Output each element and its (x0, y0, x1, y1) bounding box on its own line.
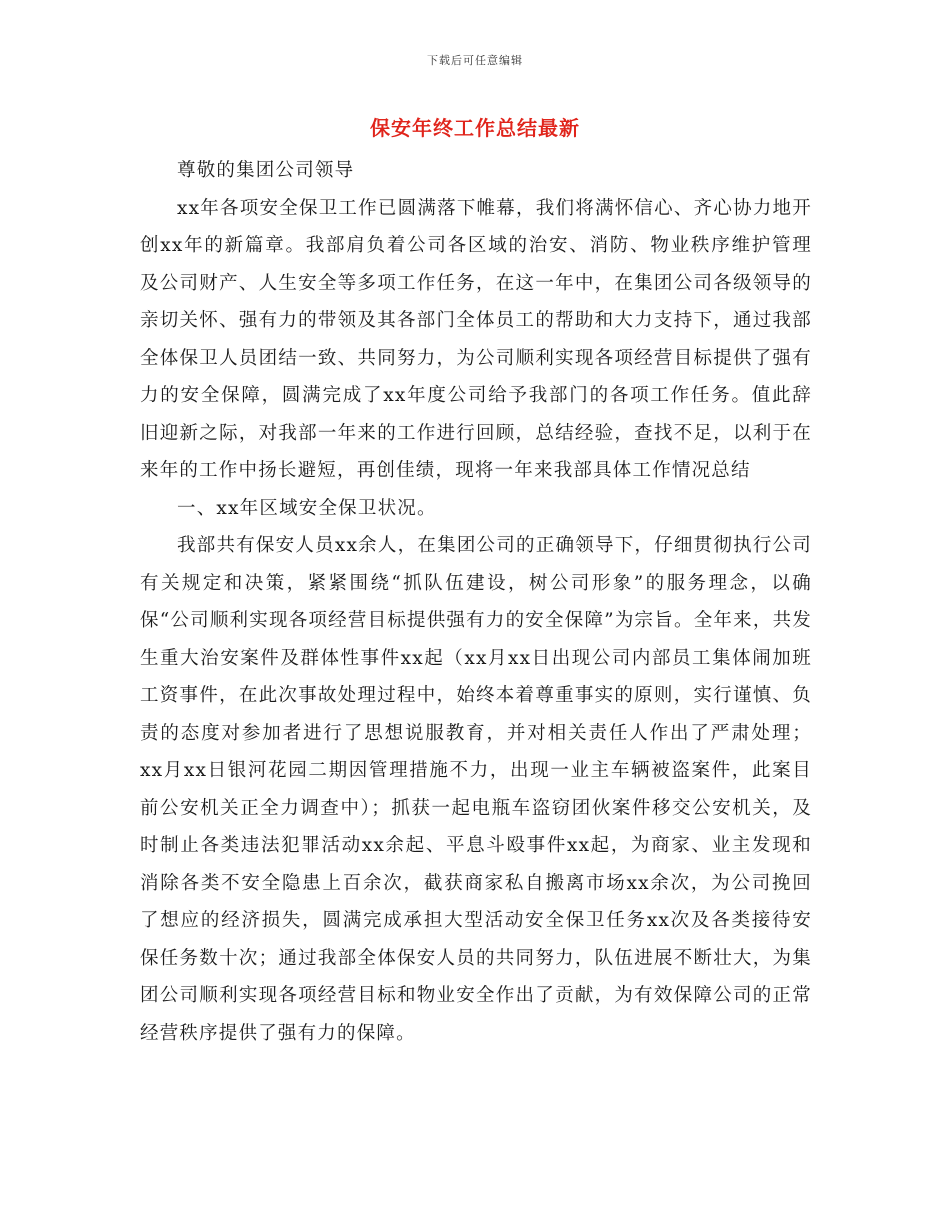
document-body (140, 152, 812, 1052)
section-paragraph: 我部共有保安人员xx余人，在集团公司的正确领导下，仔细贯彻执行公司有关规定和决策，紧紧围绕“抓队伍建设，树公司形象”的服务理念，以确保“公司顺利实现各项经营目标提供强有力的安全保障”为宗旨。全年来，共发生重大治安案件及群体性事件xx起（xx月xx日出现公司内部员工集体闹加班工资事件，在此次事故处理过程中，始终本着尊重事实的原则，实行谨慎、负责的态度对参加者进行了思想说服教育，并对相关责任人作出了严肃处理；xx月xx日银河花园二期因管理措施不力，出现一业主车辆被盗案件，此案目前公安机关正全力调查中）；抓获一起电瓶车盗窃团伙案件移交公安机关，及时制止各类违法犯罪活动xx余起、平息斗殴事件xx起，为商家、业主发现和消除各类不安全隐患上百余次，截获商家私自搬离市场xx余次，为公司挽回了想应的经济损失，圆满完成承担大型活动安全保卫任务xx次及各类接待安保任务数十次；通过我部全体保安人员的共同努力，队伍进展不断壮大，为集团公司顺利实现各项经营目标和物业安全作出了贡献，为有效保障公司的正常经营秩序提供了强有力的保障。 (140, 535, 812, 1044)
salutation-paragraph: 尊敬的集团公司领导 (177, 160, 355, 181)
header-note: 下载后可任意编辑 (427, 54, 523, 67)
section-heading: 一、xx年区域安全保卫状况。 (177, 497, 437, 519)
intro-paragraph: xx年各项安全保卫工作已圆满落下帷幕，我们将满怀信心、齐心协力地开创xx年的新篇章。我部肩负着公司各区域的治安、消防、物业秩序维护管理及公司财产、人生安全等多项工作任务，在这一年中，在集团公司各级领导的亲切关怀、强有力的带领及其各部门全体员工的帮助和大力支持下，通过我部全体保卫人员团结一致、共同努力，为公司顺利实现各项经营目标提供了强有力的安全保障，圆满完成了xx年度公司给予我部门的各项工作任务。值此辞旧迎新之际，对我部一年来的工作进行回顾，总结经验，查找不足，以利于在来年的工作中扬长避短，再创佳绩，现将一年来我部具体工作情况总结 (140, 197, 812, 481)
document-title: 保安年终工作总结最新 (370, 116, 580, 140)
